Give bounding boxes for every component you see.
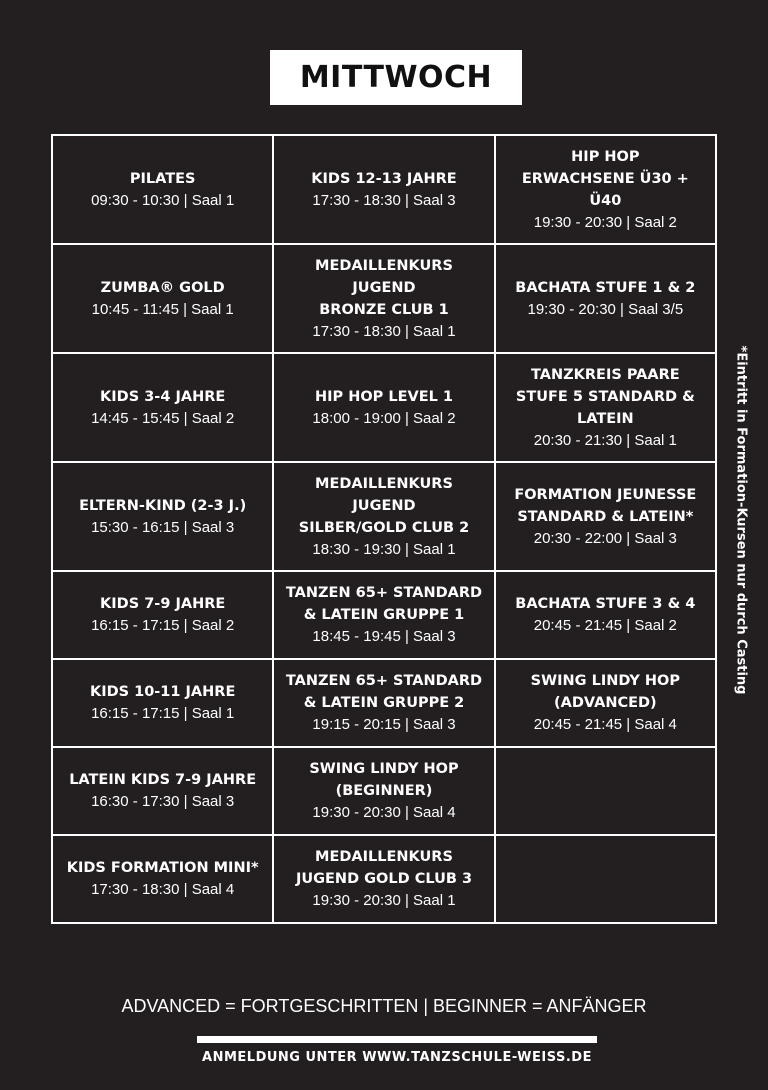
course-time: 18:45 - 19:45 | Saal 3 [312,628,456,645]
legend-text: ADVANCED = FORTGESCHRITTEN | BEGINNER = ANFÄNGER [121,996,647,1016]
course-cell [495,244,716,353]
course-name: KIDS 7-9 JAHRE [100,596,226,612]
course-name: MEDAILLENKURS JUGEND BRONZE CLUB 1 [315,257,453,318]
schedule-row [52,353,716,462]
day-title [270,50,522,105]
course-name: PILATES [129,170,196,187]
course-time: 18:30 - 19:30 | Saal 1 [312,540,456,558]
course-cell [52,659,273,747]
course-name: TANZEN 65+ STANDARD & LATEIN GRUPPE 2 [285,673,483,711]
course-cell [52,462,273,571]
course-name: MEDAILLENKURS JUGEND SILBER/GOLD CLUB 2 [298,475,470,536]
registration-link[interactable]: ANMELDUNG UNTER WWW.TANZSCHULE-WEISS.DE [202,1050,592,1065]
divider-bar [197,1036,597,1043]
course-time: 17:30 - 18:30 | Saal 3 [312,191,456,209]
course-cell [495,135,716,244]
course-cell [52,244,273,353]
course-cell [52,835,273,923]
course-time: 17:30 - 18:30 | Saal 4 [91,881,235,898]
course-name: ELTERN-KIND (2-3 J.) [79,497,247,514]
course-name: TANZKREIS PAARE STUFE 5 STANDARD & LATEIN [515,366,695,427]
course-time: 20:30 - 22:00 | Saal 3 [533,529,677,547]
course-cell [52,353,273,462]
empty-cell [495,835,716,923]
course-name: HIP HOP LEVEL 1 [314,388,453,405]
course-cell [52,135,273,244]
course-name: SWING LINDY HOP (ADVANCED) [530,673,680,711]
course-time: 20:45 - 21:45 | Saal 2 [533,617,677,634]
course-name: MEDAILLENKURS JUGEND GOLD CLUB 3 [295,849,473,887]
schedule-row [52,747,716,835]
course-time: 14:45 - 15:45 | Saal 2 [91,409,235,427]
course-time: 09:30 - 10:30 | Saal 1 [91,191,235,209]
course-cell [273,659,494,747]
course-cell [273,747,494,835]
course-time: 15:30 - 16:15 | Saal 3 [91,518,235,536]
course-name: KIDS 3-4 JAHRE [100,388,226,405]
course-cell [273,244,494,353]
course-name: FORMATION JEUNESSE STANDARD & LATEIN* [514,486,697,525]
course-time: 17:30 - 18:30 | Saal 1 [312,322,456,340]
course-cell [495,571,716,659]
course-cell [273,571,494,659]
course-time: 19:30 - 20:30 | Saal 3/5 [527,300,684,318]
day-title-text: MITTWOCH [299,60,493,95]
course-cell [273,353,494,462]
course-time: 20:45 - 21:45 | Saal 4 [533,716,677,733]
course-time: 19:15 - 20:15 | Saal 3 [312,716,456,733]
course-name: KIDS 10-11 JAHRE [89,684,236,700]
schedule-row [52,244,716,353]
schedule-row [52,571,716,659]
course-time: 18:00 - 19:00 | Saal 2 [312,409,456,427]
course-time: 19:30 - 20:30 | Saal 4 [312,804,456,821]
course-name: SWING LINDY HOP (BEGINNER) [309,761,459,799]
schedule-row [52,135,716,244]
course-time: 19:30 - 20:30 | Saal 2 [533,213,677,231]
schedule-row [52,659,716,747]
schedule-row [52,835,716,923]
course-cell [495,353,716,462]
course-cell [495,659,716,747]
course-name: BACHATA STUFE 1 & 2 [515,279,696,296]
course-name: ZUMBA® GOLD [100,279,225,296]
course-cell [52,571,273,659]
empty-cell [495,747,716,835]
course-cell [495,462,716,571]
course-cell [273,835,494,923]
schedule-row [52,462,716,571]
course-name: BACHATA STUFE 3 & 4 [515,596,696,612]
schedule-table [51,134,717,924]
course-cell [52,747,273,835]
course-name: LATEIN KIDS 7-9 JAHRE [69,772,257,788]
course-name: HIP HOP ERWACHSENE Ü30 + Ü40 [521,148,689,209]
casting-note: *Eintritt in Formation-Kursen nur durch Casting [733,345,749,695]
course-cell [273,135,494,244]
course-name: KIDS 12-13 JAHRE [311,170,457,187]
course-time: 10:45 - 11:45 | Saal 1 [91,300,234,318]
course-time: 20:30 - 21:30 | Saal 1 [533,431,677,449]
course-time: 16:30 - 17:30 | Saal 3 [91,793,235,810]
course-time: 16:15 - 17:15 | Saal 1 [91,705,235,722]
course-time: 16:15 - 17:15 | Saal 2 [91,617,235,634]
course-cell [273,462,494,571]
course-name: KIDS FORMATION MINI* [66,860,259,876]
course-name: TANZEN 65+ STANDARD & LATEIN GRUPPE 1 [285,585,483,623]
course-time: 19:30 - 20:30 | Saal 1 [312,892,456,909]
